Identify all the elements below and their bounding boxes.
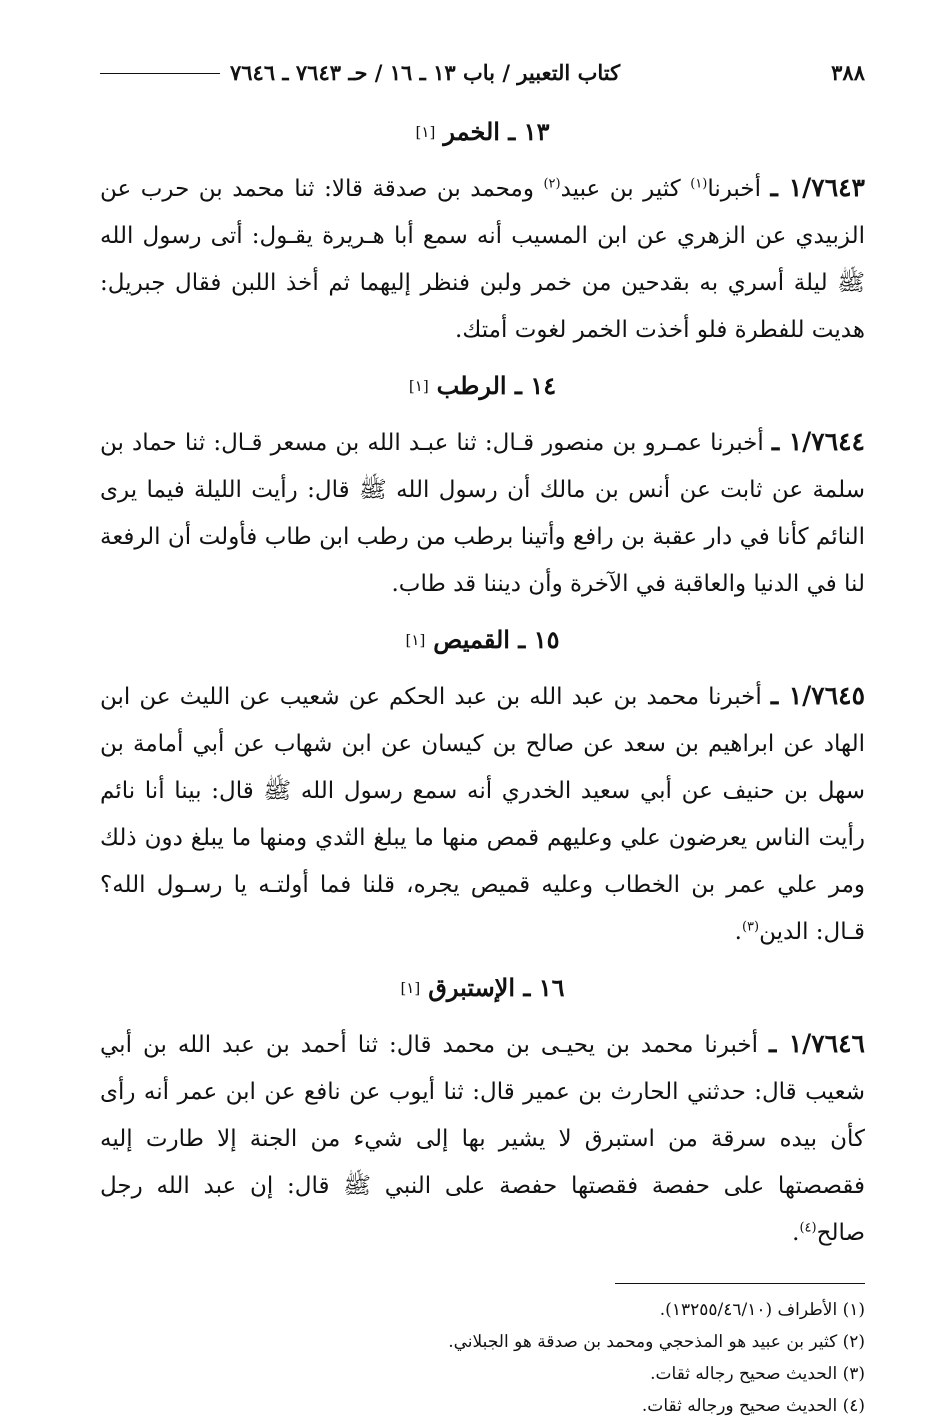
hadith-number: ١/٧٦٤٦ ـ — [769, 1029, 865, 1058]
section-heading-ref: [١] — [408, 377, 429, 395]
section-heading-ref: [١] — [405, 631, 426, 649]
footnote: (٤) الحديث صحيح ورجاله ثقات. — [641, 1396, 865, 1416]
section-heading-text: ١٥ ـ القميص — [433, 625, 560, 654]
footnote-marker: (٣) — [741, 919, 760, 935]
hadith-paragraph — [100, 418, 865, 608]
hadith-paragraph — [100, 164, 865, 354]
hadith-number: ١/٧٦٤٤ ـ — [771, 427, 865, 456]
hadith-text: أخبرنا محمد بن يحيـى بن محمد قال: ثنا أحمد بن عبد الله بن أبي شعيب قال: حدثني الحارث بن عمير قال: ثنا أيوب عن نافع عن ابن عمر أنه رأى كأن بيده سرقة من استبرق لا يشير بها إلى شيء من الجنة إلا طارت إليه فقصصتها على حفصة فقصتها حفصة على النبي ﷺ قال: إن عبد الله رجل صالح — [100, 1032, 865, 1246]
footnotes — [100, 1294, 865, 1422]
section-heading — [100, 622, 865, 658]
footnote-marker: (٢) — [543, 176, 561, 192]
footnote: (٢) كثير بن عبيد هو المذحجي ومحمد بن صدقة هو الجبلاني. — [448, 1332, 865, 1352]
header-rule — [100, 73, 220, 74]
section-heading-text: ١٣ ـ الخمر — [443, 117, 550, 146]
section-heading-ref: [١] — [400, 979, 421, 997]
section-heading — [100, 368, 865, 404]
sections — [100, 114, 865, 1257]
hadith-paragraph — [100, 672, 865, 956]
page — [100, 60, 865, 1422]
footnote-marker: (٤) — [799, 1220, 817, 1236]
footnote-marker: (١) — [690, 176, 708, 192]
footnote: (٣) الحديث صحيح رجاله ثقات. — [650, 1364, 865, 1384]
hadith-number: ١/٧٦٤٣ ـ — [770, 173, 865, 202]
footnote: (١) الأطراف (١٣٢٥٥/٤٦/١٠). — [659, 1300, 865, 1320]
hadith-text: . — [792, 1220, 800, 1246]
hadith-text: . — [734, 919, 742, 945]
running-header — [100, 60, 865, 100]
header-title: كتاب التعبير / باب ١٣ ـ ١٦ / حـ ٧٦٤٣ ـ ٧٦٤٦ — [230, 60, 621, 85]
hadith-text: كثير بن عبيد — [560, 176, 691, 202]
hadith-paragraph — [100, 1020, 865, 1257]
hadith-text: أخبرنا محمد بن عبد الله بن عبد الحكم عن شعيب عن الليث عن ابن الهاد عن ابراهيم بن سعد عن صالح بن كيسان عن ابن شهاب عن أبي أمامة بن سهل بن حنيف عن أبي سعيد الخدري أنه سمع رسول الله ﷺ قال: بينا أنا نائم رأيت الناس يعرضون علي وعليهم قمص منها ما يبلغ الثدي ومنها ما يبلغ دون ذلك ومر علي عمر بن الخطاب وعليه قميص يجره، قلنا فما أولتـه يا رسـول الله؟ قـال: الدين — [100, 684, 865, 945]
section-heading — [100, 114, 865, 150]
hadith-text: ومحمد بن صدقة قالا: ثنا محمد بن حرب عن الزبيدي عن الزهري عن ابن المسيب أنه سمع أبا هـريرة يقـول: أتى رسول الله ﷺ ليلة أسري به بقدحين من خمر ولبن فنظر إليهما ثم أخذ اللبن فقال جبريل: هديت للفطرة فلو أخذت الخمر لغوت أمتك. — [100, 176, 865, 343]
hadith-number: ١/٧٦٤٥ ـ — [770, 681, 866, 710]
hadith-text: أخبرنا عمـرو بن منصور قـال: ثنا عبـد الله بن مسعر قـال: ثنا حماد بن سلمة عن ثابت عن أنس بن مالك أن رسول الله ﷺ قال: رأيت الليلة فيما يرى النائم كأنا في دار عقبة بن رافع وأتينا برطب من رطب ابن طاب فأولت أن الرفعة لنا في الدنيا والعاقبة في الآخرة وأن ديننا قد طاب. — [100, 430, 865, 597]
section-heading-text: ١٤ ـ الرطب — [436, 371, 557, 400]
hadith-text: أخبرنا — [707, 176, 771, 202]
section-heading-text: ١٦ ـ الإستبرق — [428, 973, 565, 1002]
header-title-group — [100, 60, 620, 85]
page-number: ٣٨٨ — [831, 60, 865, 85]
footnote-divider — [615, 1283, 865, 1284]
section-heading-ref: [١] — [415, 123, 436, 141]
section-heading — [100, 970, 865, 1006]
